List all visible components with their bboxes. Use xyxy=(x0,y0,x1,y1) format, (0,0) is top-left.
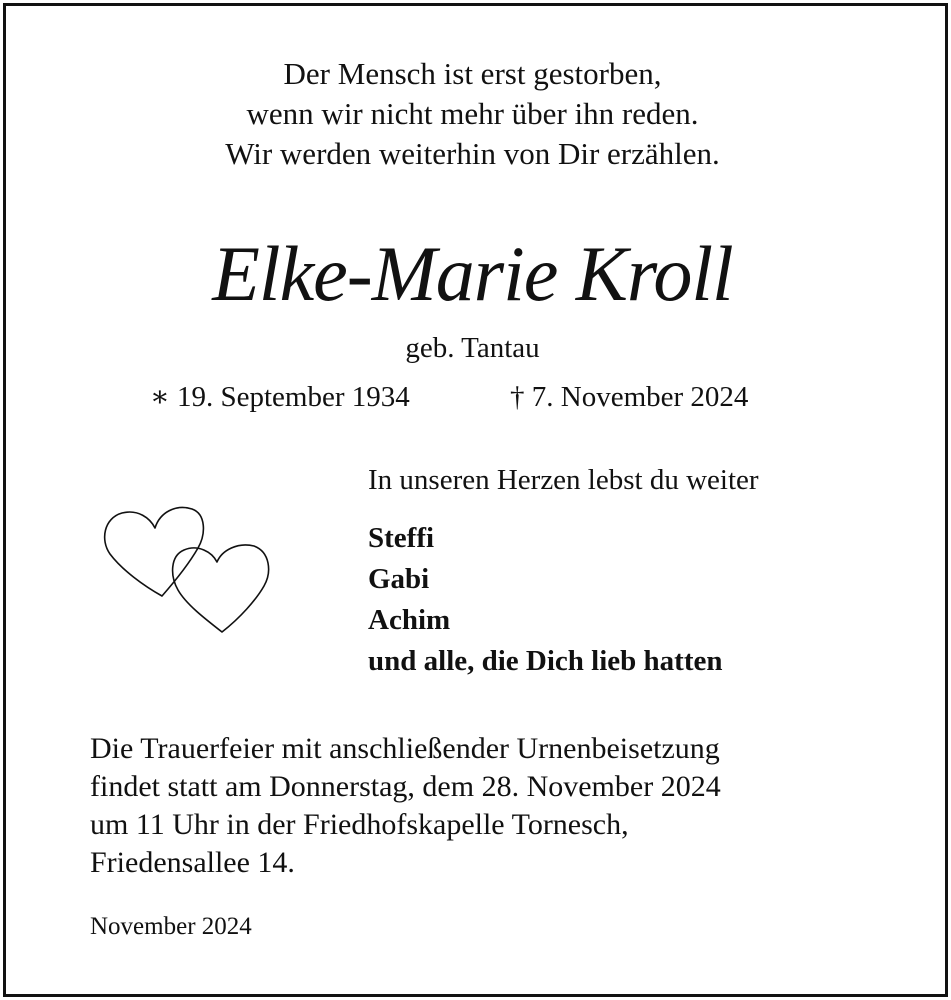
service-line: Friedensallee 14. xyxy=(90,846,295,879)
deceased-name: Elke-Marie Kroll xyxy=(212,230,733,317)
mourners-list xyxy=(368,518,723,682)
mourner-name: Steffi xyxy=(368,522,435,554)
mourner-name: Achim xyxy=(368,604,451,636)
right-heart-outline xyxy=(173,545,269,632)
service-line: findet statt am Donnerstag, dem 28. November 2024 xyxy=(90,770,721,803)
death-date: † 7. November 2024 xyxy=(510,381,749,413)
left-heart-outline xyxy=(105,508,204,596)
two-hearts-icon xyxy=(100,500,275,640)
maiden-name: geb. Tantau xyxy=(405,332,540,364)
verse-line: Wir werden weiterhin von Dir erzählen. xyxy=(225,136,720,171)
verse-line: wenn wir nicht mehr über ihn reden. xyxy=(246,96,699,131)
mourner-name: Gabi xyxy=(368,563,430,595)
publication-date: November 2024 xyxy=(90,913,252,940)
verse-line: Der Mensch ist erst gestorben, xyxy=(283,56,662,91)
service-line: um 11 Uhr in der Friedhofskapelle Tornesch, xyxy=(90,808,629,841)
service-line: Die Trauerfeier mit anschließender Urnenbeisetzung xyxy=(90,732,720,765)
memorial-verse xyxy=(0,54,945,174)
birth-date: ∗ 19. September 1934 xyxy=(150,381,410,413)
mourner-name: und alle, die Dich lieb hatten xyxy=(368,645,723,677)
service-details xyxy=(90,730,721,882)
motto-text: In unseren Herzen lebst du weiter xyxy=(368,464,759,496)
